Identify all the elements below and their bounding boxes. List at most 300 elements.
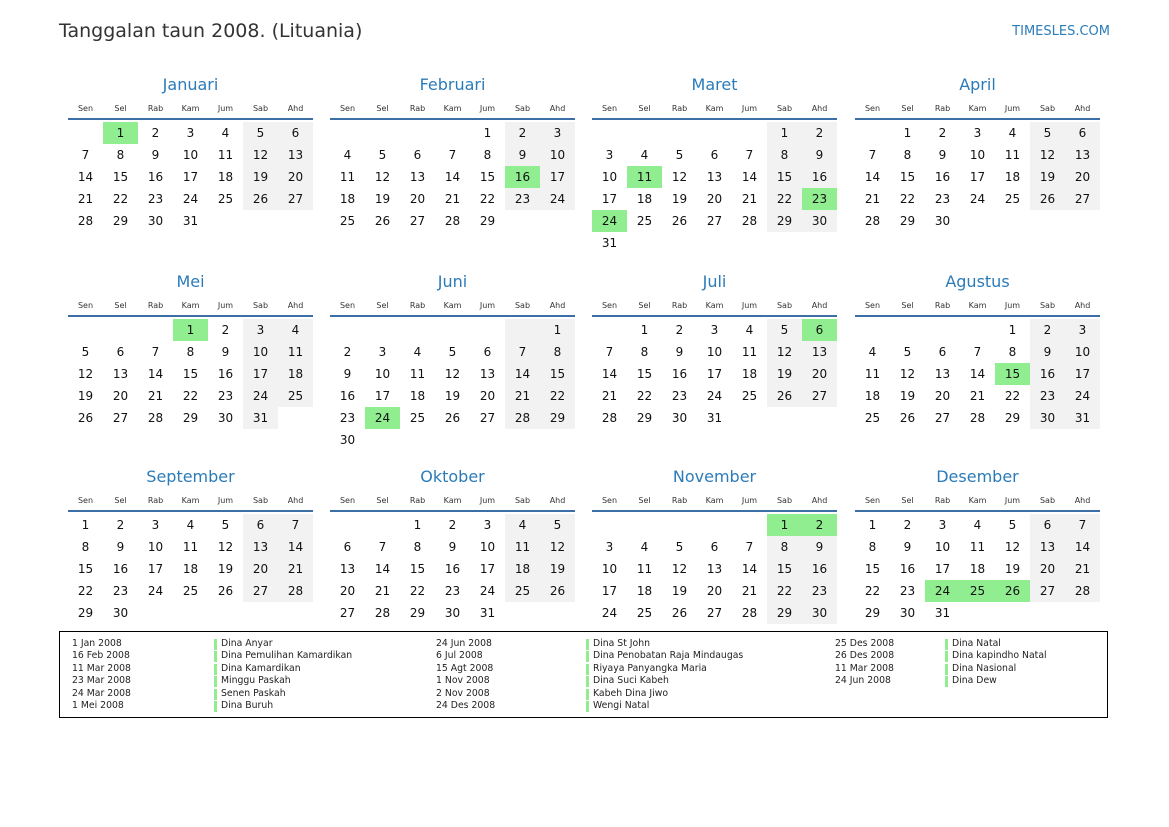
day-cell: 9: [802, 144, 837, 166]
weekday-label: Sel: [638, 496, 651, 505]
day-cell: 15: [899, 170, 916, 184]
day-cell: 22: [636, 389, 653, 403]
day-cell: 3: [243, 319, 278, 341]
day-cell: 18: [969, 562, 986, 576]
weekday-label: Sen: [339, 104, 356, 113]
day-cell: 2: [505, 122, 540, 144]
day-cell: 16: [1030, 363, 1065, 385]
day-cell: 3: [1065, 319, 1100, 341]
day-cell: 11: [278, 341, 313, 363]
holiday-day-cell: 24: [592, 210, 627, 232]
day-cell: 12: [540, 536, 575, 558]
legend-dates-column: [72, 638, 131, 712]
empty-cell: [540, 602, 575, 624]
weekday-label: Kam: [705, 301, 724, 310]
day-cell: 15: [77, 562, 94, 576]
weekday-label: Sab: [776, 496, 793, 505]
weekday-label: Jum: [479, 496, 496, 505]
empty-cell: [330, 319, 365, 341]
day-cell: 9: [505, 144, 540, 166]
day-cell: 6: [243, 514, 278, 536]
day-cell: 16: [934, 170, 951, 184]
legend-date: 25 Des 2008: [835, 638, 895, 649]
day-cell: 20: [802, 363, 837, 385]
weekday-header: [68, 492, 313, 512]
day-cell: 12: [1004, 540, 1021, 554]
day-cell: 26: [243, 188, 278, 210]
weekday-label: Rab: [147, 301, 164, 310]
weekday-label: Jum: [741, 496, 758, 505]
day-cell: 1: [413, 518, 422, 532]
legend-holiday-name: Riyaya Panyangka Maria: [586, 663, 743, 675]
day-cell: 30: [934, 214, 951, 228]
day-cell: 8: [767, 144, 802, 166]
legend-holiday-name: Dina Anyar: [214, 638, 352, 650]
empty-cell: [243, 602, 278, 624]
day-cell: 13: [1065, 144, 1100, 166]
day-cell: 13: [479, 367, 496, 381]
weekday-label: Kam: [968, 496, 987, 505]
weekday-label: Jum: [1004, 301, 1021, 310]
weekday-header: [330, 100, 575, 120]
empty-cell: [330, 122, 365, 144]
day-cell: 24: [1065, 385, 1100, 407]
weekday-label: Sab: [252, 104, 269, 113]
day-cell: 30: [802, 602, 837, 624]
month-maret: [592, 74, 837, 254]
day-cell: 24: [969, 192, 986, 206]
weekday-label: Ahd: [1074, 104, 1091, 113]
site-link[interactable]: TIMESLES.COM: [1012, 24, 1110, 39]
day-cell: 2: [938, 126, 947, 140]
weekday-label: Jum: [1004, 104, 1021, 113]
month-name: September: [146, 467, 235, 486]
empty-cell: [243, 210, 278, 232]
empty-cell: [365, 514, 400, 536]
day-cell: 29: [182, 411, 199, 425]
day-cell: 4: [640, 148, 649, 162]
day-cell: 20: [706, 192, 723, 206]
empty-cell: [138, 602, 173, 624]
month-name: Oktober: [420, 467, 485, 486]
empty-cell: [505, 602, 540, 624]
day-cell: 28: [374, 606, 391, 620]
day-cell: 7: [448, 148, 457, 162]
month-november: [592, 466, 837, 624]
day-cell: 28: [505, 407, 540, 429]
day-cell: 23: [1030, 385, 1065, 407]
month-desember: [855, 466, 1100, 624]
day-cell: 9: [802, 536, 837, 558]
day-cell: 15: [540, 363, 575, 385]
day-cell: 29: [540, 407, 575, 429]
day-cell: 30: [217, 411, 234, 425]
day-cell: 12: [1030, 144, 1065, 166]
day-cell: 5: [675, 540, 684, 554]
day-cell: 26: [540, 580, 575, 602]
empty-cell: [208, 602, 243, 624]
day-cell: 22: [540, 385, 575, 407]
day-cell: 31: [243, 407, 278, 429]
empty-cell: [470, 319, 505, 341]
day-cell: 11: [217, 148, 234, 162]
weekday-label: Kam: [968, 104, 987, 113]
day-cell: 17: [601, 584, 618, 598]
day-cell: 25: [409, 411, 426, 425]
day-cell: 16: [339, 389, 356, 403]
empty-cell: [592, 319, 627, 341]
day-cell: 13: [1030, 536, 1065, 558]
day-cell: 25: [864, 411, 881, 425]
day-cell: 10: [601, 170, 618, 184]
day-cell: 30: [444, 606, 461, 620]
day-cell: 4: [973, 518, 982, 532]
day-cell: 10: [147, 540, 164, 554]
empty-cell: [960, 210, 995, 232]
day-cell: 12: [243, 144, 278, 166]
weekday-label: Sen: [601, 301, 618, 310]
day-cell: 24: [243, 385, 278, 407]
day-cell: 4: [413, 345, 422, 359]
day-cell: 18: [339, 192, 356, 206]
legend-date: 1 Mei 2008: [72, 699, 124, 711]
weekday-label: Kam: [968, 301, 987, 310]
day-cell: 21: [505, 385, 540, 407]
day-cell: 19: [217, 562, 234, 576]
legend-dates-column: [436, 638, 495, 712]
day-cell: 23: [899, 584, 916, 598]
weekday-label: Sen: [601, 104, 618, 113]
day-cell: 31: [182, 214, 199, 228]
day-cell: 3: [973, 126, 982, 140]
month-mei: [68, 271, 313, 429]
weekday-label: Jum: [217, 104, 234, 113]
day-cell: 7: [1065, 514, 1100, 536]
day-cell: 23: [217, 389, 234, 403]
weekday-label: Rab: [934, 496, 951, 505]
day-cell: 12: [767, 341, 802, 363]
day-cell: 6: [710, 540, 719, 554]
day-cell: 11: [1004, 148, 1021, 162]
month-name: Juli: [702, 272, 727, 291]
day-cell: 15: [409, 562, 426, 576]
day-cell: 17: [540, 166, 575, 188]
day-cell: 1: [483, 126, 492, 140]
weekday-label: Jum: [217, 496, 234, 505]
day-cell: 29: [409, 606, 426, 620]
legend-date: 16 Feb 2008: [72, 650, 130, 662]
day-cell: 20: [934, 389, 951, 403]
empty-cell: [365, 429, 400, 451]
day-cell: 11: [339, 170, 356, 184]
empty-cell: [400, 122, 435, 144]
day-cell: 22: [77, 584, 94, 598]
day-cell: 20: [409, 192, 426, 206]
empty-cell: [732, 122, 767, 144]
day-cell: 8: [116, 148, 125, 162]
weekday-label: Sen: [77, 496, 94, 505]
day-cell: 5: [675, 148, 684, 162]
empty-cell: [103, 319, 138, 341]
empty-cell: [470, 429, 505, 451]
empty-cell: [802, 232, 837, 254]
day-cell: 25: [217, 192, 234, 206]
day-cell: 17: [601, 192, 618, 206]
day-cell: 7: [973, 345, 982, 359]
day-cell: 27: [706, 606, 723, 620]
empty-cell: [173, 602, 208, 624]
weekday-label: Jum: [217, 301, 234, 310]
day-cell: 12: [671, 562, 688, 576]
legend-date: 2 Nov 2008: [436, 687, 490, 699]
empty-cell: [68, 319, 103, 341]
weekday-label: Kam: [705, 496, 724, 505]
legend-date: 1 Nov 2008: [436, 675, 490, 687]
day-cell: 5: [81, 345, 90, 359]
day-cell: 28: [601, 411, 618, 425]
day-cell: 16: [147, 170, 164, 184]
day-cell: 14: [741, 170, 758, 184]
day-cell: 18: [741, 367, 758, 381]
day-cell: 14: [278, 536, 313, 558]
weekday-label: Ahd: [811, 104, 828, 113]
weekday-label: Sel: [901, 301, 914, 310]
day-cell: 10: [1065, 341, 1100, 363]
day-cell: 7: [868, 148, 877, 162]
day-cell: 16: [899, 562, 916, 576]
day-grid: [592, 120, 837, 254]
day-cell: 1: [903, 126, 912, 140]
day-cell: 30: [802, 210, 837, 232]
day-cell: 22: [479, 192, 496, 206]
day-cell: 28: [1065, 580, 1100, 602]
day-cell: 4: [745, 323, 754, 337]
day-cell: 30: [1030, 407, 1065, 429]
weekday-label: Sab: [514, 104, 531, 113]
day-cell: 16: [802, 558, 837, 580]
day-cell: 9: [116, 540, 125, 554]
day-cell: 18: [409, 389, 426, 403]
day-cell: 18: [505, 558, 540, 580]
day-cell: 18: [1004, 170, 1021, 184]
day-cell: 10: [479, 540, 496, 554]
day-cell: 11: [182, 540, 199, 554]
day-cell: 29: [112, 214, 129, 228]
empty-cell: [697, 122, 732, 144]
day-grid: [68, 512, 313, 624]
day-grid: [330, 120, 575, 232]
legend-holiday-name: Dina Pemulihan Kamardikan: [214, 650, 352, 662]
day-cell: 13: [278, 144, 313, 166]
weekday-label: Rab: [934, 104, 951, 113]
day-cell: 21: [864, 192, 881, 206]
legend-date: 24 Jun 2008: [835, 675, 891, 687]
day-cell: 11: [505, 536, 540, 558]
day-cell: 22: [864, 584, 881, 598]
weekday-label: Sab: [1039, 496, 1056, 505]
day-cell: 3: [378, 345, 387, 359]
month-januari: [68, 74, 313, 232]
day-cell: 6: [278, 122, 313, 144]
empty-cell: [365, 319, 400, 341]
weekday-label: Ahd: [287, 104, 304, 113]
day-cell: 15: [767, 166, 802, 188]
weekday-label: Ahd: [1074, 301, 1091, 310]
day-cell: 15: [767, 558, 802, 580]
day-cell: 4: [868, 345, 877, 359]
day-cell: 29: [636, 411, 653, 425]
day-cell: 3: [186, 126, 195, 140]
weekday-label: Sen: [601, 496, 618, 505]
day-cell: 12: [671, 170, 688, 184]
day-cell: 28: [741, 606, 758, 620]
empty-cell: [435, 319, 470, 341]
weekday-label: Sel: [376, 104, 389, 113]
day-cell: 10: [243, 341, 278, 363]
day-cell: 30: [671, 411, 688, 425]
day-cell: 30: [899, 606, 916, 620]
empty-cell: [330, 514, 365, 536]
empty-cell: [627, 122, 662, 144]
day-cell: 18: [182, 562, 199, 576]
day-cell: 26: [444, 411, 461, 425]
day-cell: 21: [741, 192, 758, 206]
day-cell: 25: [182, 584, 199, 598]
day-cell: 22: [899, 192, 916, 206]
day-cell: 12: [77, 367, 94, 381]
day-cell: 31: [934, 606, 951, 620]
day-cell: 27: [112, 411, 129, 425]
day-cell: 8: [413, 540, 422, 554]
day-cell: 7: [378, 540, 387, 554]
day-cell: 7: [278, 514, 313, 536]
month-september: [68, 466, 313, 624]
weekday-label: Sab: [1039, 104, 1056, 113]
holiday-day-cell: 1: [767, 514, 802, 536]
weekday-label: Rab: [409, 104, 426, 113]
day-cell: 20: [112, 389, 129, 403]
day-cell: 1: [868, 518, 877, 532]
day-cell: 12: [899, 367, 916, 381]
day-cell: 21: [1065, 558, 1100, 580]
day-cell: 20: [243, 558, 278, 580]
day-cell: 16: [671, 367, 688, 381]
day-cell: 5: [221, 518, 230, 532]
day-cell: 7: [605, 345, 614, 359]
day-cell: 27: [339, 606, 356, 620]
weekday-label: Sel: [114, 496, 127, 505]
weekday-label: Rab: [934, 301, 951, 310]
weekday-label: Jum: [479, 301, 496, 310]
day-cell: 25: [339, 214, 356, 228]
day-cell: 23: [802, 580, 837, 602]
day-cell: 4: [221, 126, 230, 140]
holiday-day-cell: 23: [802, 188, 837, 210]
day-cell: 24: [540, 188, 575, 210]
day-cell: 10: [706, 345, 723, 359]
day-cell: 16: [217, 367, 234, 381]
day-cell: 7: [745, 540, 754, 554]
day-cell: 5: [540, 514, 575, 536]
weekday-label: Sab: [1039, 301, 1056, 310]
day-grid: [68, 317, 313, 429]
day-cell: 9: [903, 540, 912, 554]
holiday-day-cell: 24: [365, 407, 400, 429]
weekday-label: Ahd: [549, 301, 566, 310]
day-cell: 5: [1008, 518, 1017, 532]
month-name: Desember: [936, 467, 1019, 486]
weekday-label: Sab: [514, 301, 531, 310]
day-cell: 7: [151, 345, 160, 359]
day-cell: 19: [540, 558, 575, 580]
month-februari: [330, 74, 575, 232]
day-grid: [855, 512, 1100, 624]
empty-cell: [365, 122, 400, 144]
empty-cell: [697, 232, 732, 254]
day-cell: 20: [1065, 166, 1100, 188]
day-cell: 1: [767, 122, 802, 144]
weekday-header: [68, 297, 313, 317]
legend-holiday-name: Minggu Paskah: [214, 675, 352, 687]
day-cell: 28: [864, 214, 881, 228]
weekday-label: Rab: [671, 301, 688, 310]
weekday-label: Ahd: [811, 301, 828, 310]
day-cell: 18: [278, 363, 313, 385]
day-cell: 6: [413, 148, 422, 162]
day-cell: 11: [636, 562, 653, 576]
empty-cell: [400, 429, 435, 451]
day-cell: 3: [605, 540, 614, 554]
weekday-label: Kam: [181, 104, 200, 113]
day-cell: 26: [1030, 188, 1065, 210]
day-cell: 10: [182, 148, 199, 162]
day-cell: 20: [706, 584, 723, 598]
empty-cell: [767, 407, 802, 429]
day-cell: 29: [864, 606, 881, 620]
legend-holiday-name: Dina Nasional: [945, 663, 1047, 675]
day-cell: 27: [479, 411, 496, 425]
day-cell: 2: [221, 323, 230, 337]
day-cell: 9: [151, 148, 160, 162]
day-cell: 9: [938, 148, 947, 162]
weekday-label: Sen: [864, 496, 881, 505]
empty-cell: [732, 407, 767, 429]
day-cell: 13: [409, 170, 426, 184]
day-grid: [68, 120, 313, 232]
empty-cell: [802, 407, 837, 429]
day-cell: 3: [483, 518, 492, 532]
day-cell: 15: [479, 170, 496, 184]
day-cell: 27: [1065, 188, 1100, 210]
day-cell: 28: [278, 580, 313, 602]
weekday-label: Sel: [638, 104, 651, 113]
day-cell: 2: [448, 518, 457, 532]
weekday-label: Ahd: [811, 496, 828, 505]
empty-cell: [592, 514, 627, 536]
weekday-label: Sen: [864, 301, 881, 310]
legend-holiday-name: Dina Suci Kabeh: [586, 675, 743, 687]
weekday-label: Jum: [1004, 496, 1021, 505]
weekday-label: Sen: [864, 104, 881, 113]
day-cell: 13: [243, 536, 278, 558]
day-cell: 21: [374, 584, 391, 598]
weekday-header: [68, 100, 313, 120]
day-cell: 27: [409, 214, 426, 228]
weekday-header: [592, 100, 837, 120]
day-cell: 18: [636, 192, 653, 206]
weekday-label: Kam: [443, 496, 462, 505]
day-cell: 28: [969, 411, 986, 425]
